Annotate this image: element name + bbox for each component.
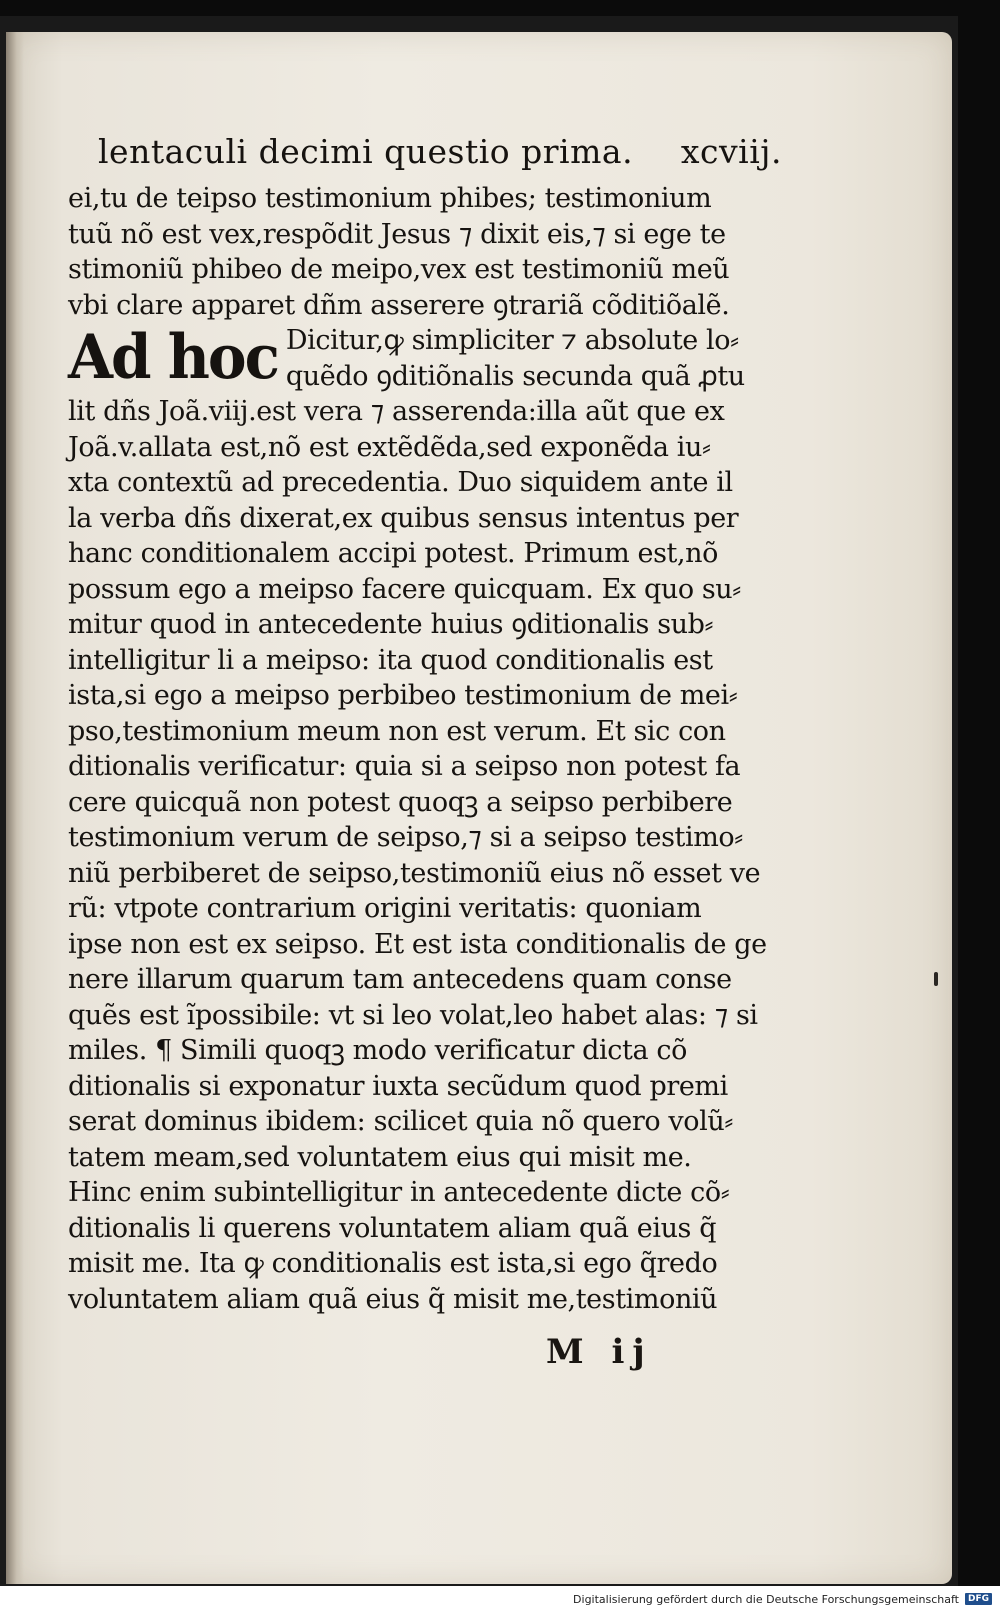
- paper-page: [6, 32, 952, 1584]
- dfg-logo: DFG: [965, 1593, 992, 1605]
- text-line: quẽdo ꝯditiõnalis secunda quã ꝓtu: [285, 360, 745, 392]
- text-line: ista,si ego a meipso perbibeo testimonium de mei⸗: [68, 680, 738, 711]
- text-line: xta contextũ ad precedentia. Duo siquidem ante il: [68, 467, 733, 498]
- page-frame: [0, 16, 958, 1586]
- text-line: tuũ nõ est vex,respõdit Jesus ⁊ dixit eis,⁊ si ege te: [68, 218, 726, 250]
- signature-mark: M ij: [546, 1332, 653, 1372]
- text-line: voluntatem aliam quã eius q̃ misit me,testimoniũ: [68, 1283, 718, 1315]
- text-line: miles. ¶ Simili quoqꝫ modo verificatur dicta cõ: [68, 1035, 687, 1066]
- footer-bar: [0, 1586, 1000, 1612]
- text-line: intelligitur li a meipso: ita quod conditionalis est: [68, 644, 713, 676]
- text-line: lit dñs Joã.viij.est vera ⁊ asserenda:illa aũt que ex: [68, 396, 725, 427]
- text-line: pso,testimonium meum non est verum. Et sic con: [68, 715, 726, 747]
- decorated-initial: Ad hoc: [68, 321, 278, 393]
- text-line: tatem meam,sed voluntatem eius qui misit me.: [68, 1141, 692, 1173]
- funding-credit: Digitalisierung gefördert durch die Deutsche Forschungsgemeinschaft: [573, 1592, 959, 1606]
- text-line: niũ perbiberet de seipso,testimoniũ eius nõ esset ve: [68, 857, 761, 889]
- text-line: stimoniũ phibeo de meipo,vex est testimoniũ meũ: [68, 254, 730, 285]
- text-line: Dicitur,ꝙ simpliciter ⁊ absolute lo⸗: [285, 325, 739, 356]
- ink-speck: [934, 972, 938, 986]
- text-line: mitur quod in antecedente huius ꝯditionalis sub⸗: [68, 609, 714, 640]
- initial-lines: [286, 323, 745, 394]
- text-line: ditionalis verificatur: quia si a seipso non potest fa: [68, 751, 741, 782]
- running-head-title: lentaculi decimi questio prima.: [98, 132, 634, 171]
- text-line: possum ego a meipso facere quicquam. Ex quo su⸗: [68, 573, 741, 605]
- running-head: [68, 132, 788, 171]
- text-line: ei,tu de teipso testimonium phibes; testimonium: [68, 183, 712, 214]
- text-line: serat dominus ibidem: scilicet quia nõ quero volũ⸗: [68, 1106, 733, 1137]
- text-line: ditionalis li querens voluntatem aliam quã eius q̃: [68, 1212, 717, 1244]
- text-line: nere illarum quarum tam antecedens quam conse: [68, 964, 732, 995]
- text-line: misit me. Ita ꝙ conditionalis est ista,si ego q̃redo: [68, 1248, 718, 1279]
- text-line: rũ: vtpote contrarium origini veritatis: quoniam: [68, 893, 702, 924]
- text-line: testimonium verum de seipso,⁊ si a seipso testimo⸗: [68, 822, 743, 853]
- text-line: cere quicquã non potest quoqꝫ a seipso perbibere: [68, 786, 733, 818]
- text-line: Hinc enim subintelligitur in antecedente dicte cõ⸗: [68, 1177, 730, 1208]
- text-line: hanc conditionalem accipi potest. Primum est,nõ: [68, 538, 719, 569]
- text-line: ipse non est ex seipso. Et est ista conditionalis de ge: [68, 928, 767, 960]
- folio-number: xcviij.: [680, 132, 782, 171]
- text-line: quẽs est ĩpossibile: vt si leo volat,leo habet alas: ⁊ si: [68, 999, 758, 1031]
- initial-paragraph: [68, 323, 788, 394]
- text-block: [68, 132, 788, 1317]
- binding-gutter: [6, 32, 24, 1584]
- text-line: ditionalis si exponatur iuxta secũdum quod premi: [68, 1070, 728, 1102]
- text-line: la verba dñs dixerat,ex quibus sensus intentus per: [68, 502, 739, 534]
- text-line: Joã.v.allata est,nõ est extẽdẽda,sed exponẽda iu⸗: [68, 431, 711, 463]
- text-line: vbi clare apparet dñm asserere ꝯtrariã cõditiõalẽ.: [68, 289, 730, 321]
